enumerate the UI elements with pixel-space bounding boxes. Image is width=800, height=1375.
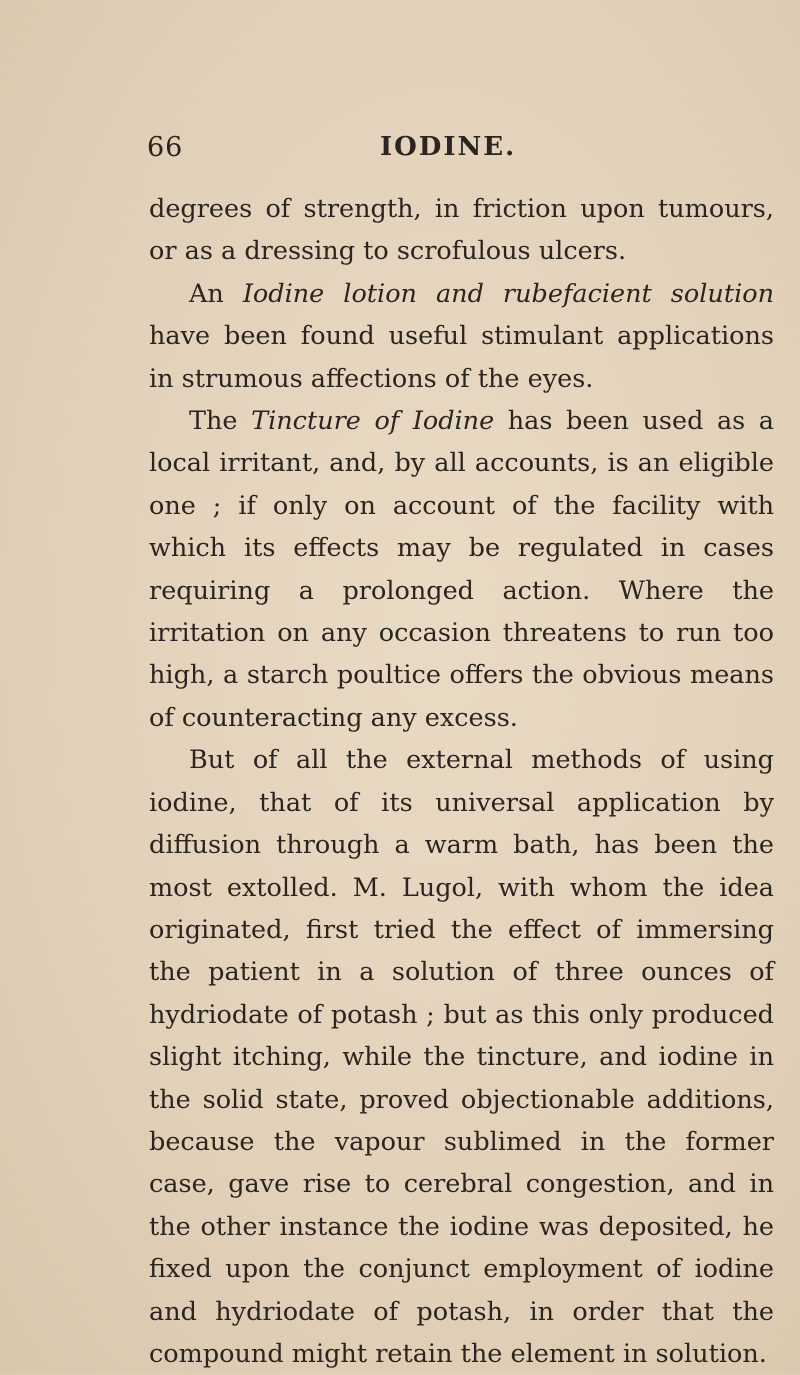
text-run: degrees of strength, in friction upon tumours, or as a dressing to scrofulous ulcers. xyxy=(149,194,774,267)
italic-text-run: Tincture of Iodine xyxy=(251,406,495,437)
body-text xyxy=(149,188,774,1375)
paragraph xyxy=(149,739,774,1375)
text-run: An xyxy=(189,278,243,309)
paragraph xyxy=(149,273,774,400)
italic-text-run: Iodine lotion and rubefacient solution xyxy=(242,278,774,309)
text-run: have been found useful stimulant applications in strumous affections of the eyes. xyxy=(149,321,774,394)
text-run: But of all the external methods of using iodine, that of its universal application by diffusion through a warm bath, has been the most extolled. M. Lugol, with whom the idea originated, first tried the effect of immersing the patient in a solution of three ounces of hydriodate of potash ; but as this only produced slight itching, while the tincture, and iodine in the solid state, proved objectionable additions, because the vapour sublimed in the former case, gave rise to cerebral congestion, and in the other instance the iodine was deposited, he fixed upon the conjunct employment of iodine and hydriodate of potash, in order that the compound might retain the element in solution. xyxy=(149,745,774,1369)
page-header xyxy=(0,132,800,172)
page-number: 66 xyxy=(147,132,184,163)
paragraph xyxy=(149,188,774,273)
text-run: has been used as a local irritant, and, by all accounts, is an eligible one ; if only on account of the facility with which its effects may be regulated in cases requiring a prolonged action. Where the irritation on any occasion threatens to run too high, a starch poultice offers the obvious means of counteracting any excess. xyxy=(149,406,774,733)
text-run: The xyxy=(189,406,252,437)
paragraph xyxy=(149,400,774,739)
running-title: IODINE. xyxy=(380,132,517,162)
